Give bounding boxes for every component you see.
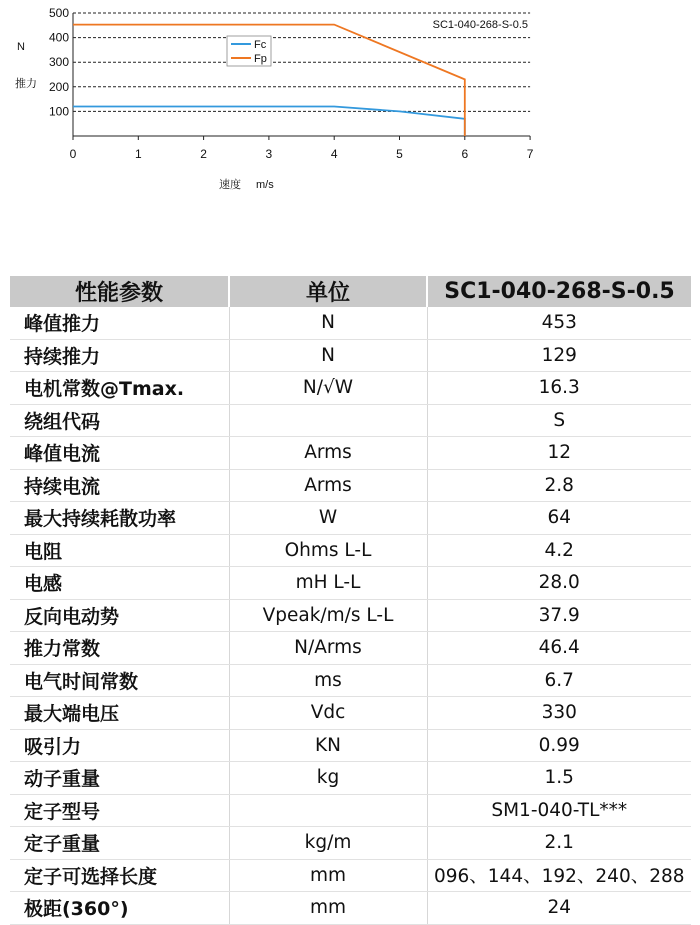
value-cell: 6.7 [427, 664, 691, 697]
table-row [10, 697, 691, 730]
header-param: 性能参数 [10, 276, 229, 307]
y-tick-label: 400 [48, 30, 69, 45]
table-row [10, 859, 691, 892]
legend [227, 36, 271, 66]
x-tick-label: 1 [134, 147, 142, 161]
param-cell: 定子型号 [10, 794, 229, 827]
x-axis-label [219, 177, 274, 191]
y-tick-label: 100 [48, 104, 69, 119]
param-cell: 动子重量 [10, 762, 229, 795]
param-cell: 电气时间常数 [10, 664, 229, 697]
param-cell: 绕组代码 [10, 404, 229, 437]
header-unit: 单位 [229, 276, 427, 307]
table-row [10, 534, 691, 567]
value-cell: SM1-040-TL*** [427, 794, 691, 827]
param-cell: 吸引力 [10, 729, 229, 762]
table-row [10, 469, 691, 502]
unit-cell: ms [229, 664, 427, 697]
value-cell: 2.1 [427, 827, 691, 860]
param-cell: 持续电流 [10, 469, 229, 502]
x-tick-label: 3 [265, 147, 273, 161]
value-cell: 12 [427, 437, 691, 470]
chart-title: SC1-040-268-S-0.5 [432, 19, 528, 31]
unit-cell: N/√W [229, 372, 427, 405]
param-cell: 极距(360°) [10, 892, 229, 925]
header-model: SC1-040-268-S-0.5 [427, 276, 691, 307]
y-tick-label: 500 [48, 6, 69, 20]
y-axis-label [15, 41, 37, 90]
unit-cell: Arms [229, 437, 427, 470]
x-tick-label: 4 [330, 147, 338, 161]
param-cell: 推力常数 [10, 632, 229, 665]
y-tick-label: 300 [48, 55, 69, 70]
unit-cell: N/Arms [229, 632, 427, 665]
unit-cell: Vpeak/m/s L-L [229, 599, 427, 632]
table-row [10, 567, 691, 600]
y-axis-unit: N [17, 41, 25, 53]
x-axis-unit: m/s [256, 179, 274, 191]
param-cell: 定子重量 [10, 827, 229, 860]
value-cell: 64 [427, 502, 691, 535]
value-cell: 1.5 [427, 762, 691, 795]
value-cell: 129 [427, 339, 691, 372]
table-row [10, 307, 691, 339]
table-row [10, 502, 691, 535]
unit-cell: Ohms L-L [229, 534, 427, 567]
thrust-speed-chart [0, 0, 700, 210]
value-cell: 453 [427, 307, 691, 339]
unit-cell: mm [229, 859, 427, 892]
x-tick-label: 7 [526, 147, 534, 161]
unit-cell: mH L-L [229, 567, 427, 600]
table-body [10, 307, 691, 924]
param-cell: 定子可选择长度 [10, 859, 229, 892]
table-row [10, 827, 691, 860]
axes [73, 13, 530, 140]
x-tick-label: 5 [396, 147, 403, 161]
spec-table [10, 276, 691, 925]
value-cell: 096、144、192、240、288 [427, 859, 691, 892]
value-cell: 0.99 [427, 729, 691, 762]
table-row [10, 372, 691, 405]
unit-cell: Arms [229, 469, 427, 502]
table-row [10, 794, 691, 827]
table-row [10, 729, 691, 762]
unit-cell: kg/m [229, 827, 427, 860]
value-cell: 28.0 [427, 567, 691, 600]
param-cell: 最大持续耗散功率 [10, 502, 229, 535]
param-cell: 持续推力 [10, 339, 229, 372]
x-tick-label: 2 [200, 147, 207, 161]
y-tick-label: 200 [48, 79, 69, 94]
unit-cell: kg [229, 762, 427, 795]
table-row [10, 664, 691, 697]
param-cell: 峰值电流 [10, 437, 229, 470]
value-cell: 16.3 [427, 372, 691, 405]
value-cell: 4.2 [427, 534, 691, 567]
table-row [10, 892, 691, 925]
value-cell: 46.4 [427, 632, 691, 665]
unit-cell: N [229, 339, 427, 372]
unit-cell: KN [229, 729, 427, 762]
unit-cell: W [229, 502, 427, 535]
param-cell: 电机常数@Tmax. [10, 372, 229, 405]
value-cell: 37.9 [427, 599, 691, 632]
legend-label-fc: Fc [254, 39, 267, 51]
value-cell: 330 [427, 697, 691, 730]
table-header-row [10, 276, 691, 307]
unit-cell: mm [229, 892, 427, 925]
legend-label-fp: Fp [254, 53, 267, 65]
unit-cell: Vdc [229, 697, 427, 730]
table-row [10, 437, 691, 470]
unit-cell [229, 794, 427, 827]
x-tick-label: 6 [461, 147, 469, 161]
y-axis-title: 推力 [15, 77, 37, 90]
value-cell: 2.8 [427, 469, 691, 502]
value-cell: S [427, 404, 691, 437]
x-axis-title: 速度 [219, 178, 241, 191]
param-cell: 反向电动势 [10, 599, 229, 632]
table-row [10, 404, 691, 437]
param-cell: 电感 [10, 567, 229, 600]
table-row [10, 632, 691, 665]
param-cell: 电阻 [10, 534, 229, 567]
param-cell: 最大端电压 [10, 697, 229, 730]
unit-cell [229, 404, 427, 437]
x-tick-label: 0 [69, 147, 77, 161]
table-row [10, 599, 691, 632]
unit-cell: N [229, 307, 427, 339]
table-row [10, 339, 691, 372]
param-cell: 峰值推力 [10, 307, 229, 339]
value-cell: 24 [427, 892, 691, 925]
table-row [10, 762, 691, 795]
